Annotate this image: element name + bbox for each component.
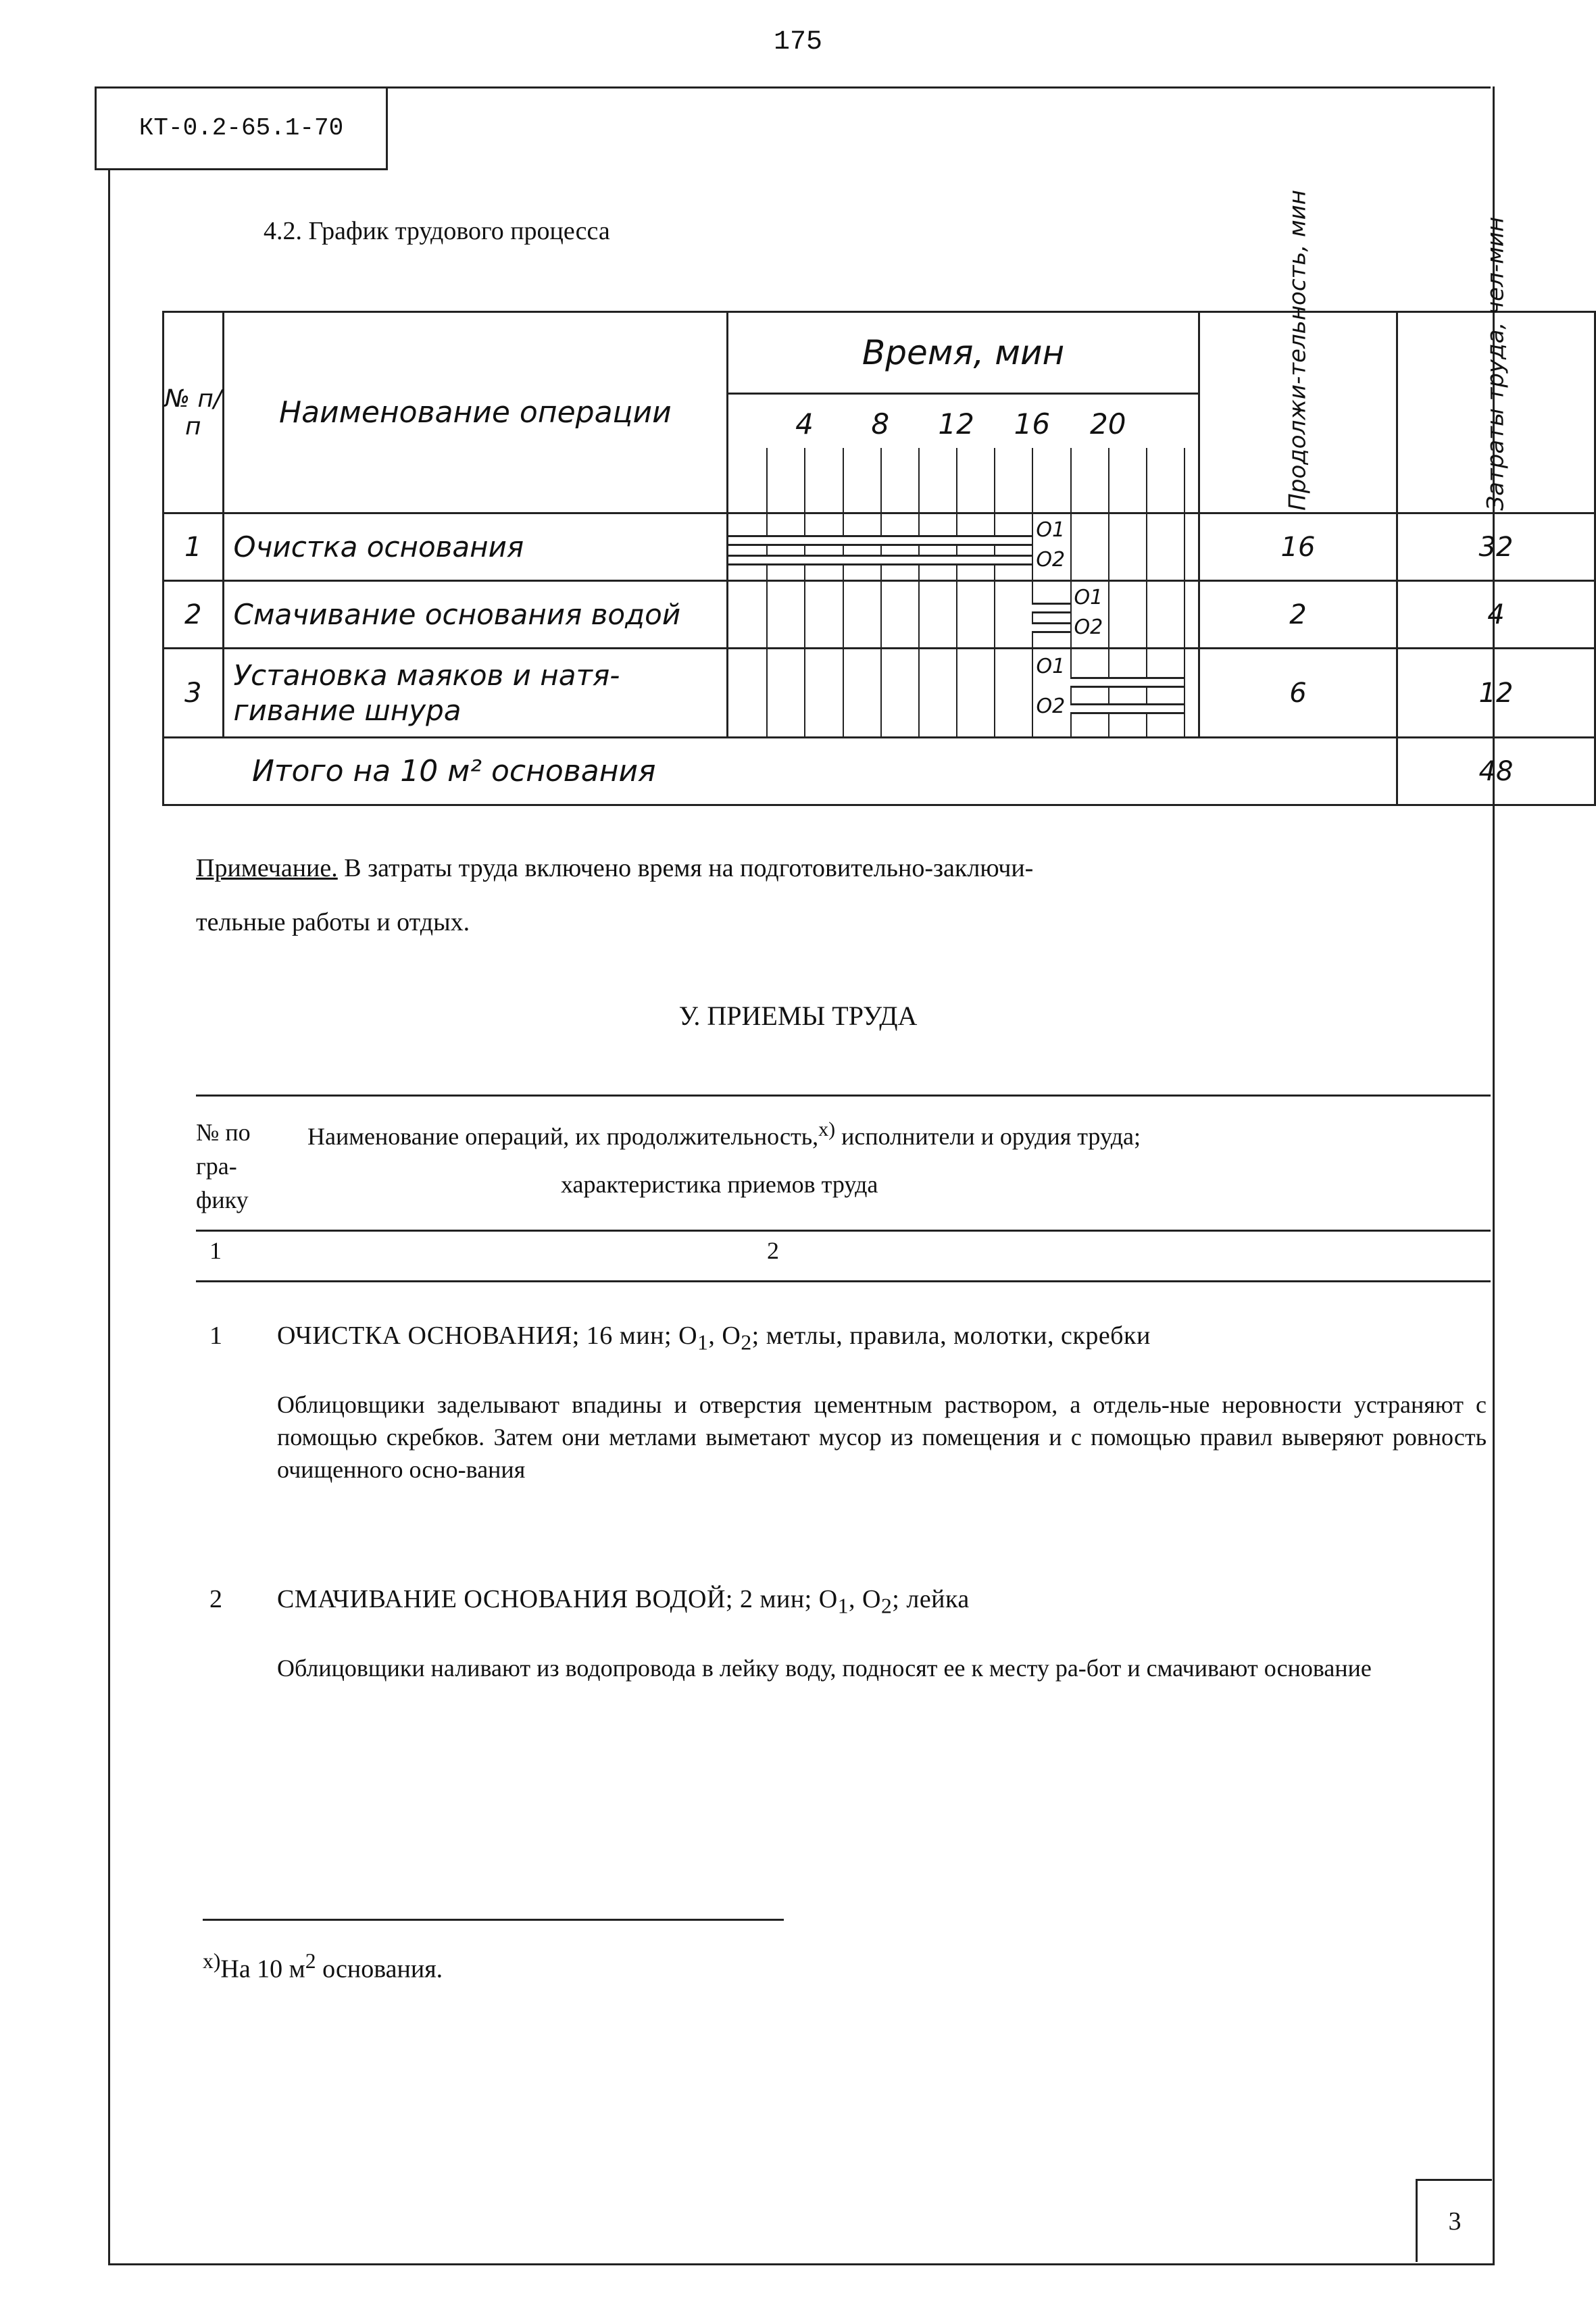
gantt-grid-line	[880, 514, 882, 580]
item-description: Облицовщики заделывают впадины и отверстия цементным раствором, а отдель-ные неровности устраняют с помощью скребков. Затем они метлами выметают мусор из помещения и с помощью правил выверяют ровность очищенного осно-вания	[277, 1391, 1487, 1483]
time-tick-line	[843, 448, 844, 512]
time-tick-line	[956, 448, 957, 512]
gantt-grid-line	[1032, 514, 1033, 580]
header-operation: Наименование операции	[223, 312, 728, 513]
time-tick-label: 20	[1089, 407, 1126, 441]
item-description: Облицовщики наливают из водопровода в лейку воду, подносят ее к месту ра-бот и смачивают основание	[277, 1655, 1372, 1682]
time-tick-line	[1108, 448, 1109, 512]
note: Примечание. В затраты труда включено время на подготовительно-заключи-	[196, 854, 1034, 882]
gantt-grid-line	[918, 582, 920, 647]
gantt-grid-line	[994, 582, 995, 647]
header-time	[728, 312, 1199, 513]
frame-top-rule	[385, 86, 1491, 89]
gantt-grid-line	[1146, 514, 1147, 580]
corner-page-box: 3	[1416, 2179, 1492, 2262]
gantt-cell	[728, 649, 1199, 738]
worker-label: О2	[1036, 548, 1066, 572]
gantt-grid-line	[766, 649, 768, 736]
item-number: 2	[209, 1585, 223, 1613]
item-number: 1	[209, 1322, 223, 1350]
gantt-grid-line	[804, 649, 805, 736]
note-continued: тельные работы и отдых.	[196, 908, 470, 936]
gantt-grid-line	[918, 649, 920, 736]
gantt-grid-line	[804, 514, 805, 580]
gantt-grid-line	[804, 582, 805, 647]
total-label: Итого на 10 м² основания	[164, 738, 1397, 805]
worker-label: О1	[1036, 654, 1066, 678]
time-label: Время, мин	[862, 333, 1065, 372]
gantt-grid-line	[766, 582, 768, 647]
gantt-bar	[1070, 703, 1184, 714]
header-duration: Продолжи-тельность, мин	[1199, 312, 1397, 513]
time-tick-line	[1146, 448, 1147, 512]
time-tick-line	[1032, 448, 1033, 512]
gantt-bar	[1032, 603, 1070, 613]
total-row	[164, 738, 1595, 805]
time-tick-label: 16	[1014, 407, 1051, 441]
gantt-grid-line	[918, 514, 920, 580]
time-tick-label: 4	[795, 407, 814, 441]
gantt-grid-line	[843, 582, 844, 647]
gantt-grid-line	[843, 514, 844, 580]
worker-label: О1	[1074, 585, 1103, 609]
gantt-grid-line	[1108, 582, 1109, 647]
worker-label: О1	[1036, 518, 1066, 542]
worker-label: О2	[1074, 615, 1103, 640]
schedule-row: 2 Смачивание основания водой О1 О2 2 4	[164, 581, 1595, 649]
chapter-title: У. ПРИЕМЫ ТРУДА	[678, 1001, 918, 1031]
time-tick-line	[804, 448, 805, 512]
gantt-grid-line	[956, 514, 957, 580]
col-number-1: 1	[209, 1237, 222, 1264]
gantt-grid-line	[1070, 514, 1072, 580]
gantt-grid-line	[1184, 649, 1185, 736]
footnote: $^{х)}$На 10 $м^2$ основания.	[203, 1949, 443, 1984]
time-tick-label: 8	[871, 407, 890, 441]
gantt-grid-line	[1032, 649, 1033, 736]
total-value: 48	[1397, 738, 1595, 805]
time-tick-line	[1184, 448, 1185, 512]
gantt-grid-line	[956, 582, 957, 647]
gantt-grid-line	[1070, 649, 1072, 736]
item-title: ОЧИСТКА ОСНОВАНИЯ; 16 мин; $О_1$, $О_2$; метлы, правила, молотки, скребки	[277, 1322, 1151, 1355]
col-number-2: 2	[767, 1237, 779, 1264]
page-number: 175	[773, 27, 822, 57]
time-tick-line	[918, 448, 920, 512]
time-tick-line	[1070, 448, 1072, 512]
gantt-bar	[728, 535, 1032, 546]
gantt-cell	[728, 581, 1199, 649]
footnote-rule	[203, 1919, 784, 1921]
gantt-cell	[728, 513, 1199, 581]
item-title: СМАЧИВАНИЕ ОСНОВАНИЯ ВОДОЙ; 2 мин; $О_1$, $О_2$; лейка	[277, 1585, 970, 1618]
gantt-grid-line	[1184, 582, 1185, 647]
time-tick-label: 12	[938, 407, 974, 441]
schedule-row: 1 Очистка основания О1 О2 16 32	[164, 513, 1595, 581]
schedule-row: 3 Установка маяков и натя-гивание шнура О1 О2 6 12	[164, 649, 1595, 738]
gantt-grid-line	[766, 514, 768, 580]
gantt-bar	[1032, 622, 1070, 633]
gantt-grid-line	[1108, 649, 1109, 736]
gantt-bar	[1070, 677, 1184, 688]
worker-label: О2	[1036, 695, 1066, 719]
gantt-grid-line	[1146, 649, 1147, 736]
gantt-grid-line	[880, 582, 882, 647]
gantt-grid-line	[956, 649, 957, 736]
gantt-grid-line	[1032, 582, 1033, 647]
document-code: КТ-0.2-65.1-70	[95, 86, 388, 170]
header-num: № п/п	[164, 312, 224, 513]
time-tick-line	[994, 448, 995, 512]
header-labor: Затраты труда, чел-мин	[1397, 312, 1595, 513]
time-tick-line	[766, 448, 768, 512]
time-tick-line	[880, 448, 882, 512]
time-ticks	[728, 394, 1198, 512]
col1-header: № по	[196, 1119, 251, 1146]
col2-header: Наименование операций, их продолжительность,$^{х)}$ исполнители и орудия труда;	[307, 1118, 1141, 1150]
gantt-grid-line	[1184, 514, 1185, 580]
gantt-bar	[728, 555, 1032, 565]
gantt-grid-line	[1108, 514, 1109, 580]
schedule-title: 4.2. График трудового процесса	[264, 217, 610, 245]
gantt-grid-line	[1146, 582, 1147, 647]
gantt-grid-line	[994, 649, 995, 736]
gantt-grid-line	[880, 649, 882, 736]
gantt-grid-line	[1070, 582, 1072, 647]
gantt-grid-line	[994, 514, 995, 580]
gantt-grid-line	[843, 649, 844, 736]
